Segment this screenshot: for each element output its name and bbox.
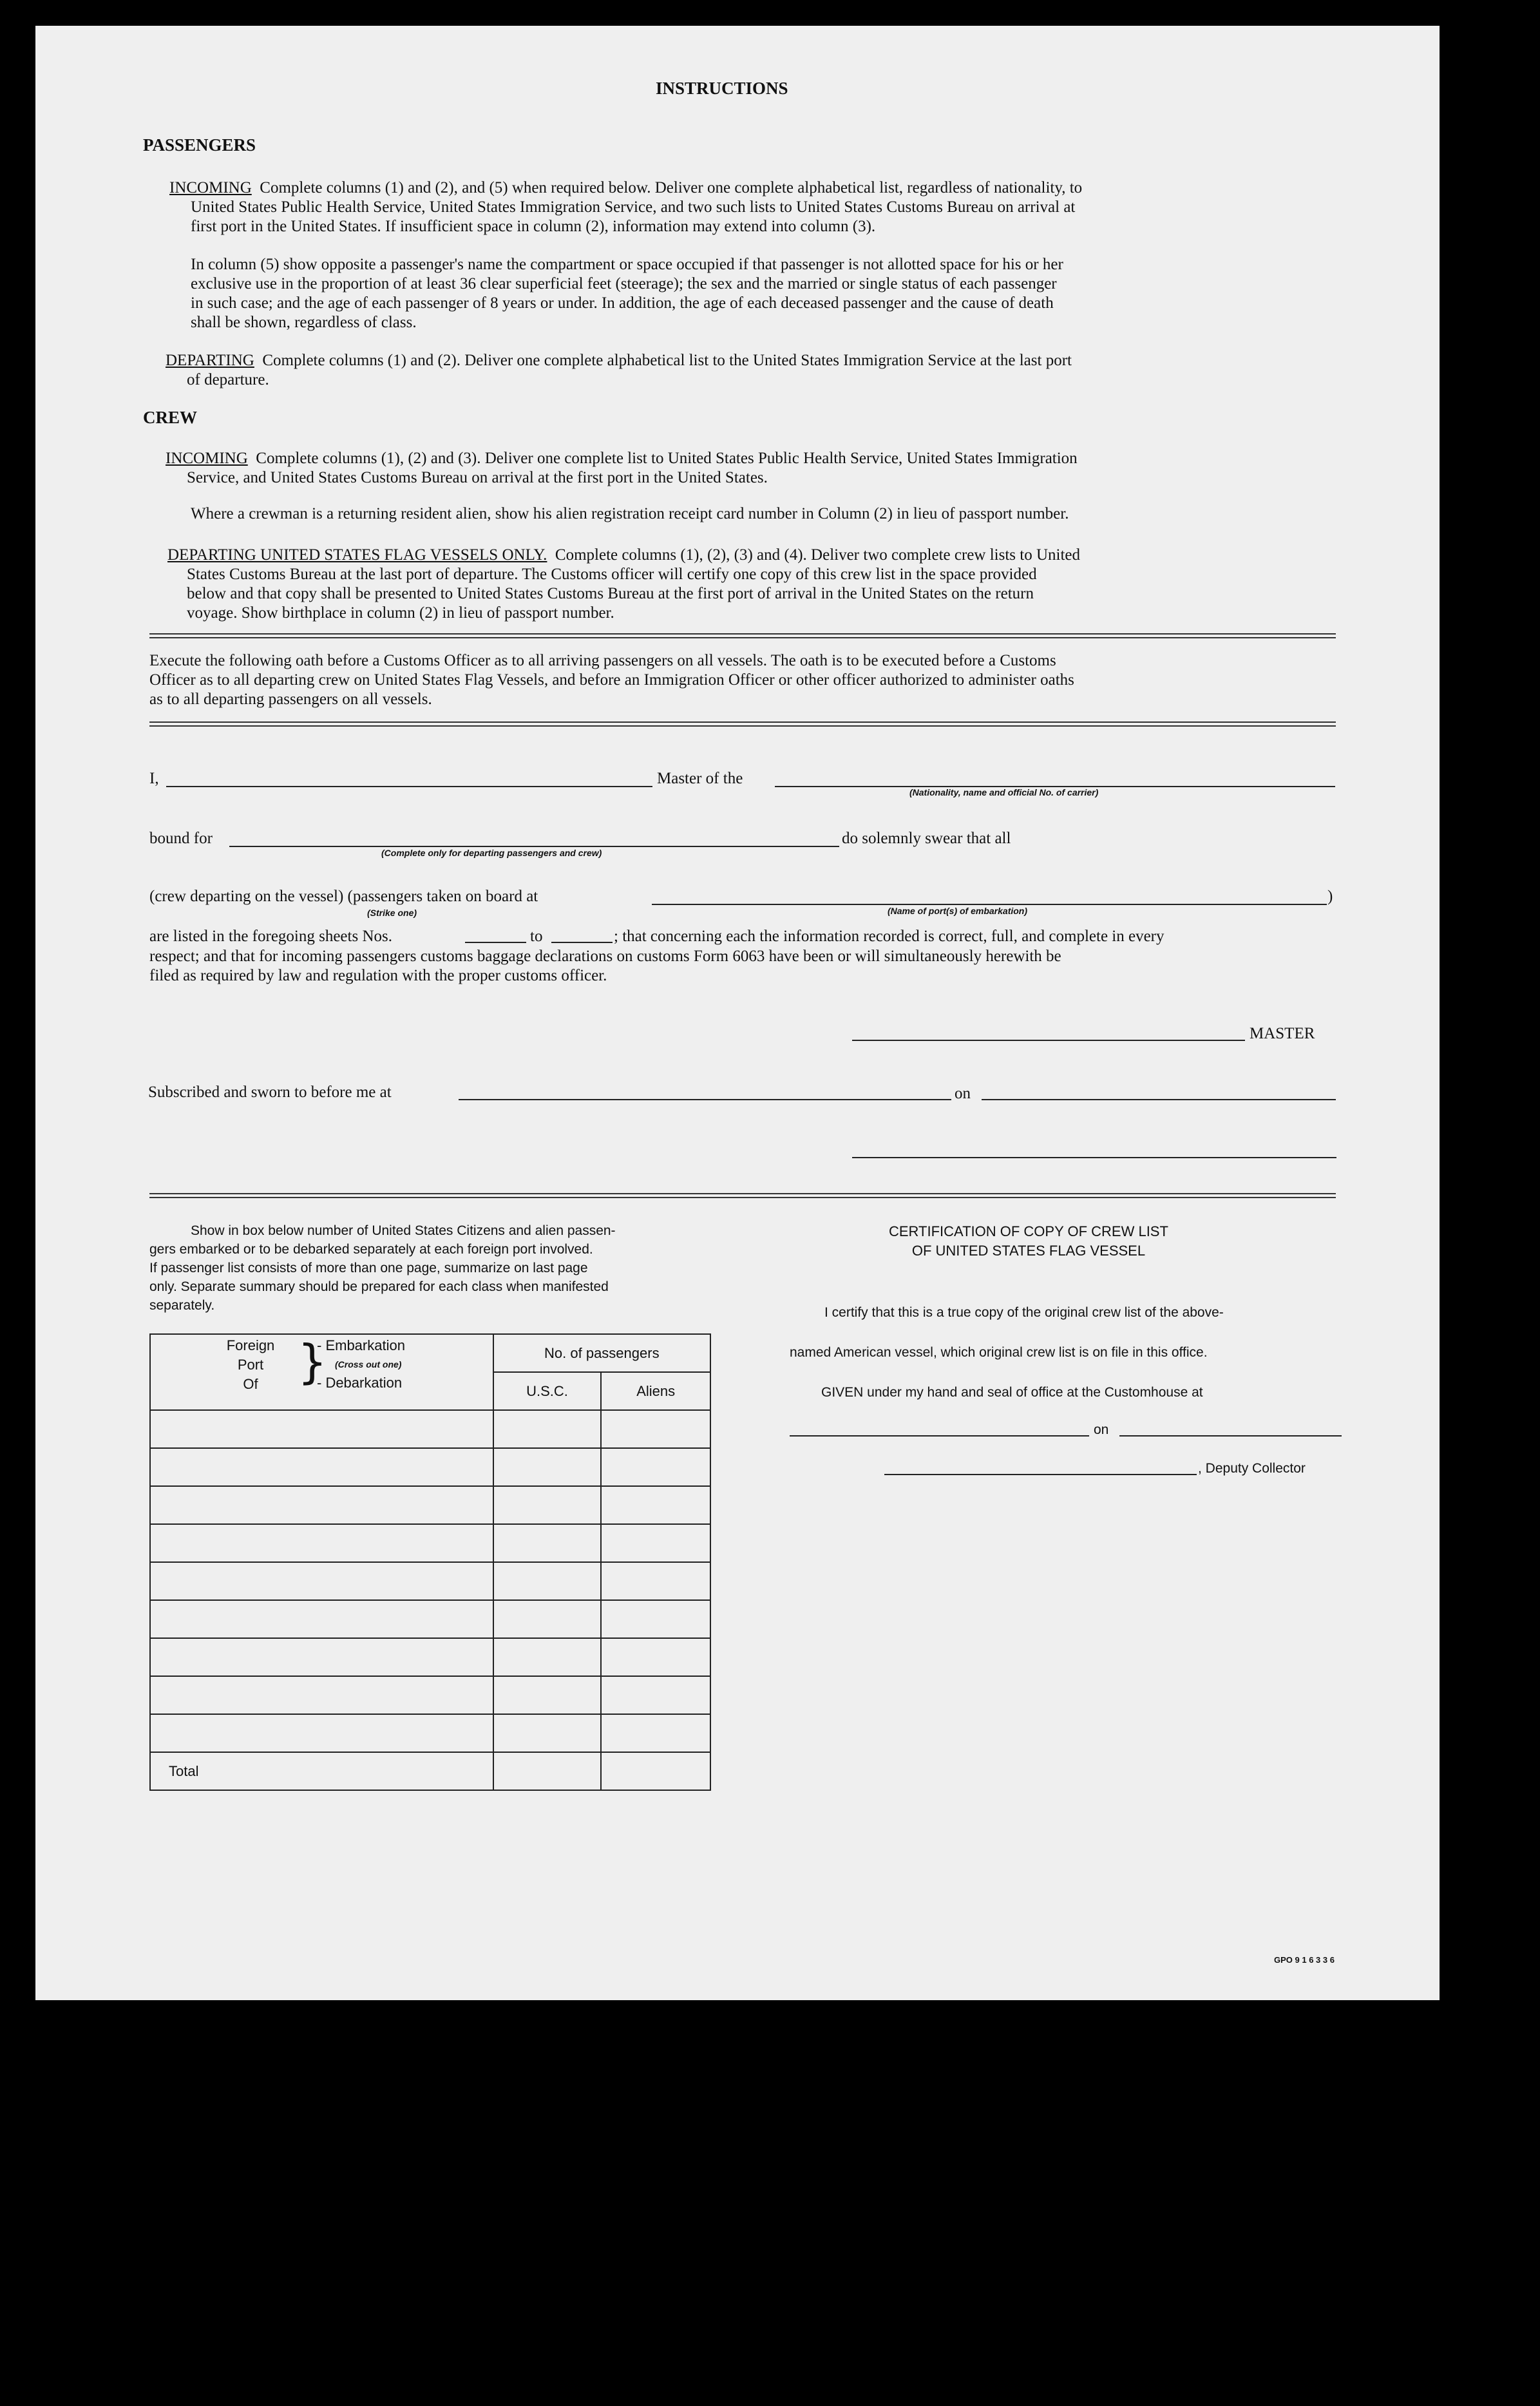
table-row <box>150 1524 710 1562</box>
listed-text-lines: respect; and that for incoming passengers customs baggage declarations on customs Form 6063 have been or will simultaneously herewith be filed as required by law and regulation with the proper customs officer. <box>149 948 1061 984</box>
total-aliens-cell[interactable] <box>601 1752 710 1790</box>
table-row <box>150 1600 710 1638</box>
table-row <box>150 1638 710 1676</box>
embarkation-port-field[interactable] <box>652 904 1327 905</box>
departing-note: (Complete only for departing passengers and crew) <box>381 848 602 858</box>
passengers-heading: PASSENGERS <box>143 135 256 155</box>
table-row <box>150 1714 710 1752</box>
sheet-to-field[interactable] <box>551 942 613 943</box>
nationality-note: (Nationality, name and official No. of carrier) <box>909 787 1099 797</box>
bound-for-field[interactable] <box>229 846 839 847</box>
passengers-departing: DEPARTING Complete columns (1) and (2). Deliver one complete alphabetical list to the United States Immigration Service at the last port of departure. <box>166 352 1072 388</box>
total-label: Total <box>150 1752 493 1790</box>
total-row <box>150 1752 710 1790</box>
section-divider <box>149 721 1336 727</box>
passengers-column5-note: In column (5) show opposite a passenger's name the compartment or space occupied if that passenger is not allotted space for his or her exclusive use in the proportion of at least 36 clear superficial feet (steerage); the sex and the married or single status of each passenger in such case; and the age of each passenger of 8 years or under. In addition, the age of each deceased passenger and the cause of death shall be shown, regardless of class. <box>191 256 1063 331</box>
table-row <box>150 1410 710 1448</box>
cert-on-label: on <box>1094 1422 1109 1437</box>
swear-text: do solemnly swear that all <box>842 830 1011 847</box>
bound-for-label: bound for <box>149 830 213 847</box>
certify-line-1: I certify that this is a true copy of the original crew list of the above- <box>824 1305 1224 1320</box>
summary-instructions: Show in box below number of United States Citizens and alien passen- gers embarked or to be debarked separately at each foreign port involved. If passenger list consists of more than one page, summarize on last page only. Separate summary should be prepared for each class when manifested separately. <box>149 1223 616 1313</box>
listed-text: are listed in the foregoing sheets Nos. <box>149 928 392 945</box>
deputy-signature-field[interactable] <box>884 1474 1197 1475</box>
usc-header: U.S.C. <box>493 1372 602 1410</box>
crew-resident-alien-note: Where a crewman is a returning resident alien, show his alien registration receipt card number in Column (2) in lieu of passport number. <box>191 505 1069 522</box>
officer-signature-field[interactable] <box>852 1157 1336 1158</box>
aliens-header: Aliens <box>601 1372 710 1410</box>
passengers-departing-label: DEPARTING <box>166 352 254 369</box>
to-label: to <box>530 928 543 945</box>
cert-date-field[interactable] <box>1119 1435 1342 1437</box>
crew-heading: CREW <box>143 408 198 427</box>
passengers-incoming: INCOMING Complete columns (1) and (2), and (5) when required below. Deliver one complete alphabetical list, regardless of nationality, to United States Public Health Service, United States Immigration Service, and two such lists to United States Customs Bureau on arrival at first port in the United States. If insufficient space in column (2), information may extend into column (3). <box>169 179 1083 235</box>
listed-text-cont: ; that concerning each the information recorded is correct, full, and complete in every <box>614 928 1165 945</box>
sworn-date-field[interactable] <box>982 1099 1336 1100</box>
subscribed-text: Subscribed and sworn to before me at <box>148 1084 392 1101</box>
section-divider <box>149 633 1336 638</box>
ports-note: (Name of port(s) of embarkation) <box>888 906 1028 916</box>
table-row <box>150 1486 710 1524</box>
no-passengers-header: No. of passengers <box>493 1334 710 1372</box>
brace-icon: } <box>298 1335 327 1389</box>
master-name-field[interactable] <box>166 786 652 787</box>
table-row <box>150 1448 710 1486</box>
passengers-incoming-label: INCOMING <box>169 179 252 196</box>
customhouse-field[interactable] <box>790 1435 1089 1437</box>
table-row <box>150 1562 710 1600</box>
strike-note: (Strike one) <box>367 908 417 918</box>
crew-departing: DEPARTING UNITED STATES FLAG VESSELS ONLY. Complete columns (1), (2), (3) and (4). Deliver two complete crew lists to United States Customs Bureau at the last port of departure. The Customs officer will certify one copy of this crew list in the space provided below and that copy shall be presented to United States Customs Bureau at the first port of arrival in the United States on the return voyage. Show birthplace in column (2) in lieu of passport number. <box>167 546 1080 622</box>
crew-departing-label: DEPARTING UNITED STATES FLAG VESSELS ONLY. <box>167 546 547 564</box>
port-header-cell: Foreign Port Of } - Embarkation (Cross out one) - Debarkation <box>150 1334 493 1410</box>
embarkation-label: - Embarkation <box>317 1337 405 1353</box>
crew-passengers-text: (crew departing on the vessel) (passengers taken on board at <box>149 888 538 905</box>
oath-i-label: I, <box>149 770 159 787</box>
master-signature-field[interactable] <box>852 1040 1245 1041</box>
close-paren: ) <box>1327 888 1333 905</box>
certify-line-2: named American vessel, which original crew list is on file in this office. <box>790 1345 1208 1360</box>
certify-line-3: GIVEN under my hand and seal of office at the Customhouse at <box>821 1385 1203 1400</box>
cross-out-note: (Cross out one) <box>335 1359 402 1370</box>
page-title: INSTRUCTIONS <box>656 79 788 98</box>
table-row <box>150 1676 710 1714</box>
crew-incoming-label: INCOMING <box>166 450 248 467</box>
master-of-label: Master of the <box>657 770 743 787</box>
debarkation-label: - Debarkation <box>317 1375 403 1391</box>
oath-instructions: Execute the following oath before a Customs Officer as to all arriving passengers on all vessels. The oath is to be executed before a Customs Officer as to all departing crew on United States Flag Vessels, and before an Immigration Officer or other officer authorized to administer oaths as to all departing passengers on all vessels. <box>149 652 1074 708</box>
on-label: on <box>955 1085 971 1102</box>
certification-title: CERTIFICATION OF COPY OF CREW LIST OF UNITED STATES FLAG VESSEL <box>889 1223 1168 1259</box>
crew-incoming: INCOMING Complete columns (1), (2) and (3). Deliver one complete list to United States Public Health Service, United States Immigration Service, and United States Customs Bureau on arrival at the first port in the United States. <box>166 450 1078 486</box>
sheet-from-field[interactable] <box>465 942 526 943</box>
passenger-summary-table <box>149 1333 711 1791</box>
section-divider <box>149 1193 1336 1198</box>
deputy-collector-label: , Deputy Collector <box>1198 1461 1306 1476</box>
total-usc-cell[interactable] <box>493 1752 602 1790</box>
master-label: MASTER <box>1250 1025 1315 1042</box>
footer-code: GPO 9 1 6 3 3 6 <box>1274 1955 1335 1965</box>
sworn-location-field[interactable] <box>459 1099 951 1100</box>
